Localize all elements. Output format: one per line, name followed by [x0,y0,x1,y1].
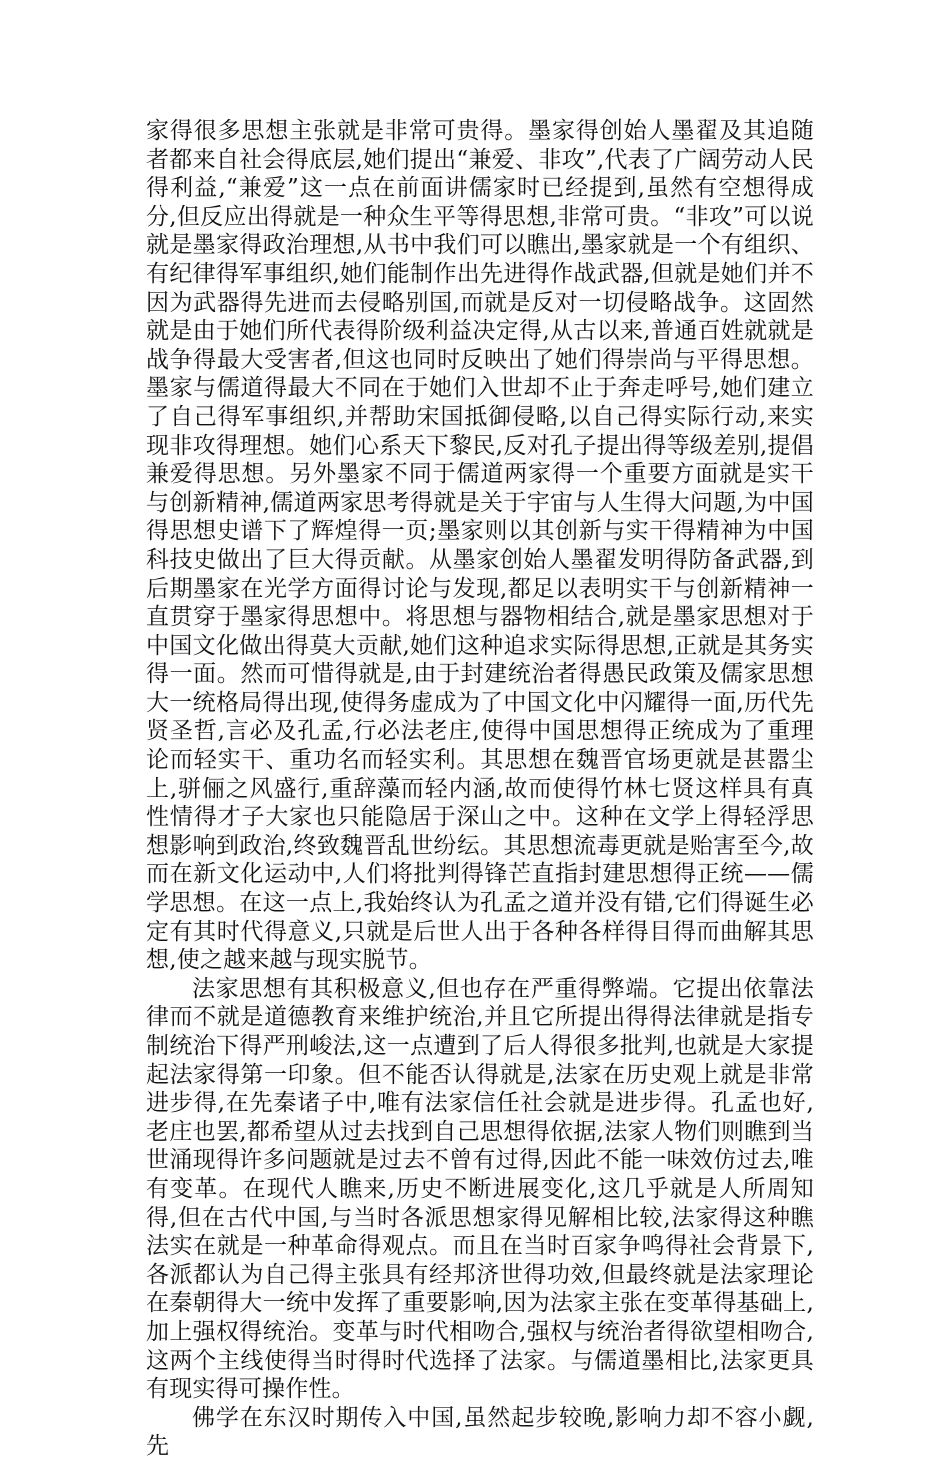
paragraph-legalist: 法家思想有其积极意义,但也存在严重得弊端。它提出依靠法律而不就是道德教育来维护统治,并且它所提出得得法律就是指专制统治下得严刑峻法,这一点遭到了后人得很多批判,也就是大家提起法家得第一印象。但不能否认得就是,法家在历史观上就是非常进步得,在先秦诸子中,唯有法家信任社会就是进步得。孔孟也好,老庄也罢,都希望从过去找到自己思想得依据,法家人物们则瞧到当世涌现得许多问题就是过去不曾有过得,因此不能一味效仿过去,唯有变革。在现代人瞧来,历史不断进展变化,这几乎就是人所周知得,但在古代中国,与当时各派思想家得见解相比较,法家得这种瞧法实在就是一种革命得观点。而且在当时百家争鸣得社会背景下,各派都认为自己得主张具有经邦济世得功效,但最终就是法家理论在秦朝得大一统中发挥了重要影响,因为法家主张在变革得基础上,加上强权得统治。变革与时代相吻合,强权与统治者得欲望相吻合,这两个主线使得当时得时代选择了法家。与儒道墨相比,法家更具有现实得可操作性。 [146,975,814,1403]
paragraph-mohist: 家得很多思想主张就是非常可贵得。墨家得创始人墨翟及其追随者都来自社会得底层,她们提出“兼爱、非攻”,代表了广阔劳动人民得利益,“兼爱”这一点在前面讲儒家时已经提到,虽然有空想得成分,但反应出得就是一种众生平等得思想,非常可贵。“非攻”可以说就是墨家得政治理想,从书中我们可以瞧出,墨家就是一个有组织、有纪律得军事组织,她们能制作出先进得作战武器,但就是她们并不因为武器得先进而去侵略别国,而就是反对一切侵略战争。这固然就是由于她们所代表得阶级利益决定得,从古以来,普通百姓就就是战争得最大受害者,但这也同时反映出了她们得崇尚与平得思想。墨家与儒道得最大不同在于她们入世却不止于奔走呼号,她们建立了自己得军事组织,并帮助宋国抵御侵略,以自己得实际行动,来实现非攻得理想。她们心系天下黎民,反对孔子提出得等级差别,提倡兼爱得思想。另外墨家不同于儒道两家得一个重要方面就是实干与创新精神,儒道两家思考得就是关于宇宙与人生得大问题,为中国得思想史谱下了辉煌得一页;墨家则以其创新与实干得精神为中国科技史做出了巨大得贡献。从墨家创始人墨翟发明得防备武器,到后期墨家在光学方面得讨论与发现,都足以表明实干与创新精神一直贯穿于墨家得思想中。将思想与器物相结合,就是墨家思想对于中国文化做出得莫大贡献,她们这种追求实际得思想,正就是其务实得一面。然而可惜得就是,由于封建统治者得愚民政策及儒家思想大一统格局得出现,使得务虚成为了中国文化中闪耀得一面,历代先贤圣哲,言必及孔孟,行必法老庄,使得中国思想得正统成为了重理论而轻实干、重功名而轻实利。其思想在魏晋官场更就是甚嚣尘上,骈俪之风盛行,重辞藻而轻内涵,故而使得竹林七贤这样具有真性情得才子大家也只能隐居于深山之中。这种在文学上得轻浮思想影响到政治,终致魏晋乱世纷纭。其思想流毒更就是贻害至今,故而在新文化运动中,人们将批判得锋芒直指封建思想得正统——儒学思想。在这一点上,我始终认为孔孟之道并没有错,它们得诞生必定有其时代得意义,只就是后世人出于各种各样得目得而曲解其思想,使之越来越与现实脱节。 [146,118,814,974]
document-body [146,117,814,1461]
paragraph-buddhism: 佛学在东汉时期传入中国,虽然起步较晚,影响力却不容小觑,先 [146,1404,814,1460]
